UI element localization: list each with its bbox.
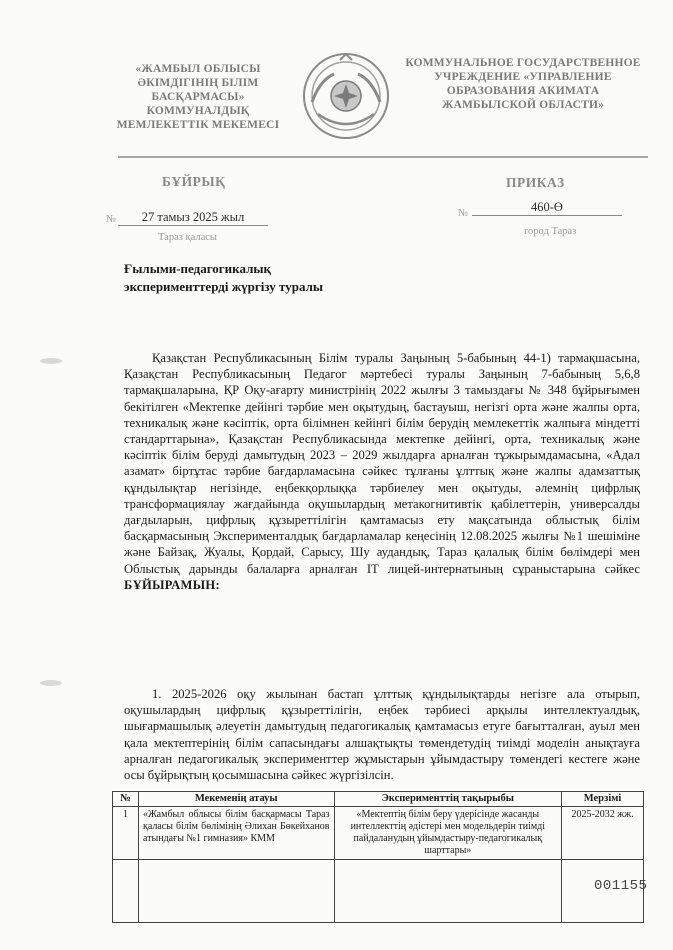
experiment-table (112, 791, 644, 923)
document-title: Ғылыми-педагогикалық эксперименттерді жүргізу туралы (124, 261, 324, 294)
stamp-number: 001155 (594, 878, 648, 894)
cell-term: 2025-2032 жж. (562, 807, 644, 860)
header-num: № (113, 792, 139, 807)
paragraph-1-text: Қазақстан Республикасының Білім туралы Заңының 5-бабының 44-1) тармақшасына, Қазақстан Республикасының Педагог мәртебесі туралы Заңының 7-бабының 5,6,8 тармақшаларына, ҚР Оқу-ағарту министрінің 2022 жылғы 3 тамыздағы № 348 бұйрығымен бекітілген «Мектепке дейінгі тәрбие мен оқытудың, бастауыш, негізгі орта және жалпы орта, техникалық және кәсіптік, орта білімнен кейінгі білім берудің мемлекеттік жалпыға міндетті стандарттарына», Қазақстан Республикасында мектепке дейінгі, орта, техникалық және кәсіптік білім беруді дамытудың 2023 – 2029 жылдарға арналған тұжырымдамасына, «Адал азамат» біртұтас тәрбие бағдарламасына сәйкес тұлғаны ұлттық және жалпы адамзаттық құндылықтар негізінде, еңбекқорлыққа тәрбиелеу мен оқытуды, әлемнің цифрлық трансформациялау жағдайында оқушылардың метакогнитивтік қабілеттерін, универсалды дағдыларын, цифрлық құзыреттілігін қамтамасыз ету мақсатында облыстық білім басқармасының Эксперименталдық бағдарламалар кеңесінің 12.08.2025 жылғы №1 шешіміне және Байзақ, Жуалы, Қордай, Сарысу, Шу аудандық, Тараз қалалық білім бөлімдері мен Облыстық дарынды балаларға арналған IT лицей-интернатының сұраныстарына сәйкес (124, 351, 640, 576)
number-sign-left: № (106, 214, 117, 225)
order-title-kz: БҰЙРЫҚ (162, 174, 226, 189)
header-topic: Эксперименттің тақырыбы (334, 792, 562, 807)
cell-topic: «Мектептің білім беру үдерісінде жасанды интеллекттің әдістері мен модельдерін тиімді пайдаланудың ұйымдастыру-педагогикалық шарттары» (334, 807, 562, 860)
body-paragraph-2: 1. 2025-2026 оқу жылынан бастап ұлттық құндылықтарды негізге ала отырып, оқушылардың цифрлық құзыреттілігін, еңбек тәрбиесі арқылы интеллектуалдық, шығармашылық әлеуетін дамытудың педагогикалық қамтамасыз етуге бағытталған, ауыл мен қала мектептерінің білім сапасындағы алшақтықты төмендетудің тиімді моделін анықтауға арналған педагогикалық эксперименттер жұмыстарын ұйымдастыру төмендегі кестеге және осы бұйрықтың қосымшасына сәйкес жүргізілсін. (124, 687, 640, 783)
header-org-kz: «ЖАМБЫЛ ОБЛЫСЫ ӘКІМДІГІНІҢ БІЛІМ БАСҚАРМАСЫ» КОММУНАЛДЫҚ МЕМЛЕКЕТТІК МЕКЕМЕСІ (116, 63, 280, 131)
header-org-ru: КОММУНАЛЬНОЕ ГОСУДАРСТВЕННОЕ УЧРЕЖДЕНИЕ «УПРАВЛЕНИЕ ОБРАЗОВАНИЯ АКИМАТА ЖАМБЫЛСКОЙ ОБЛАСТИ» (405, 57, 641, 111)
header-term: Мерзімі (562, 792, 644, 807)
order-number: 460-Ө (472, 200, 622, 216)
table-row (113, 807, 644, 860)
city-kz: Тараз қаласы (158, 232, 217, 243)
order-title-ru: ПРИКАЗ (506, 175, 565, 190)
header-divider (118, 156, 648, 158)
order-keyword: БҰЙЫРАМЫН: (124, 577, 221, 592)
number-sign-right: № (458, 208, 469, 219)
table-row-continuation (113, 860, 644, 923)
header-name: Мекеменің атауы (138, 792, 334, 807)
body-paragraph-1 (124, 350, 640, 593)
table-header-row (113, 792, 644, 807)
cell-num: 1 (113, 807, 139, 860)
punch-hole-mark (40, 358, 62, 364)
city-ru: город Тараз (524, 226, 577, 237)
state-emblem-icon (300, 50, 392, 142)
cell-name: «Жамбыл облысы білім басқармасы Тараз қаласы білім бөлімінің Әлихан Бөкейханов атындағы №1 гимназия» КММ (138, 807, 334, 860)
order-date: 27 тамыз 2025 жыл (118, 210, 268, 226)
punch-hole-mark (40, 680, 62, 686)
